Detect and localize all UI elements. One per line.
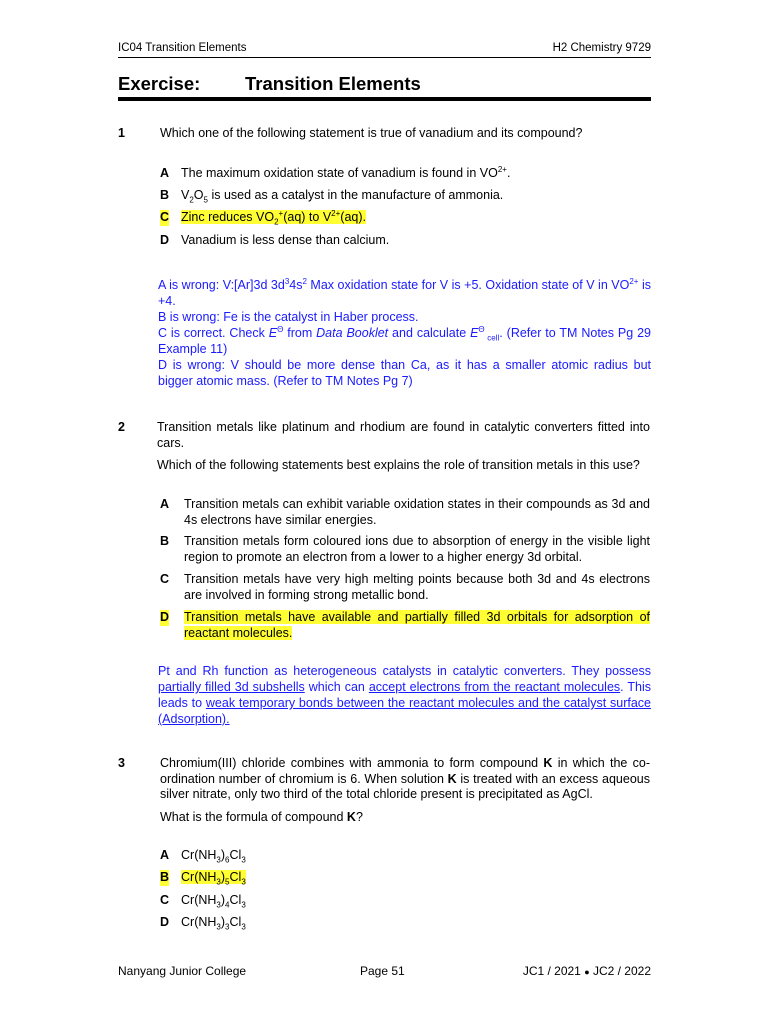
option-letter: D [160,610,170,624]
q1-answer-a: A is wrong: V:[Ar]3d $3d^34s^2$ Max oxidation state for V is +5. Oxidation state of V in $VO^{2+}$ is +4. [158,276,651,308]
page-number: Page 51 [360,964,405,978]
option-letter: C [160,572,170,586]
option-text: Transition metals have available and partially filled 3d orbitals for adsorption of reactant molecules. [184,610,650,640]
option-letter: B [160,870,170,884]
option-letter: A [160,848,170,862]
footer-school: Nanyang Junior College [118,964,247,978]
q1-question: Which one of the following statement is true of vanadium and its compound? [160,126,583,140]
q3-question: What is the formula of compound K? [160,810,363,824]
option-letter: D [160,915,170,929]
option-letter: B [160,534,170,548]
option-formula: $Cr(NH_3)_4Cl_3$ [181,893,246,910]
option-formula: $Cr(NH_3)_5Cl_3$ [181,870,246,887]
header-left: IC04 Transition Elements [118,42,247,54]
q1-answer-d: D is wrong: V should be more dense than Ca, as it has a smaller atomic radius but bigger atomic mass. (Refer to TM Notes Pg 7) [158,358,651,388]
option-letter: C [160,893,170,907]
header-right: H2 Chemistry 9729 [552,42,651,54]
footer-year: JC1 / 2021 ● JC2 / 2022 [522,964,651,978]
option-text: Vanadium is less dense than calcium. [181,233,390,247]
q3-stem: Chromium(III) chloride combines with ammonia to form compound K in which the co-ordination number of chromium is 6. When solution K is treated with an excess aqueous silver nitrate, only two third of the total chloride present is precipitated as AgCl. [160,756,650,801]
title-rule [118,97,651,101]
q2-question: Which of the following statements best explains the role of transition metals in this use? [157,458,640,472]
page-title [118,73,421,95]
option-text: Transition metals can exhibit variable oxidation states in their compounds as 3d and 4s electrons have similar energies. [184,497,650,527]
option-letter: C [160,210,170,224]
q1-answer-b: B is wrong: Fe is the catalyst in Haber process. [158,310,419,324]
option-text: $V_2O_5$ is used as a catalyst in the manufacture of ammonia. [181,188,504,205]
q1-answer-c: C is correct. Check $E^\Theta$ from Data Booklet and calculate $E^\Theta$ $_{cell}$. (Refer to TM Notes Pg 29 Example 11) [158,324,651,356]
header-divider [118,57,651,58]
option-text: Transition metals have very high melting points because both 3d and 4s electrons are involved in forming strong metallic bond. [184,572,650,602]
option-formula: $Cr(NH_3)_6Cl_3$ [181,848,246,865]
option-formula: $Cr(NH_3)_3Cl_3$ [181,915,246,932]
option-text: Transition metals form coloured ions due to absorption of energy in the visible light region to promote an electron from a lower to a higher energy 3d orbital. [184,534,650,564]
option-letter: B [160,188,170,202]
bullet-icon: ● [584,967,590,977]
q2-number: 2 [118,420,125,434]
q3-number: 3 [118,756,125,770]
q2-stem: Transition metals like platinum and rhodium are found in catalytic converters fitted into cars. [157,420,650,450]
title-text: Transition Elements [245,73,421,94]
option-letter: D [160,233,170,247]
option-letter: A [160,166,170,180]
option-letter: A [160,497,170,511]
option-text: The maximum oxidation state of vanadium is found in $VO^{2+}$. [181,164,511,180]
q1-number: 1 [118,126,125,140]
title-label: Exercise: [118,73,201,94]
option-text: Zinc reduces $VO_2^+(aq)$ to $V^{2+}(aq)$. [181,208,366,227]
page-header [118,42,651,58]
q2-answer-explanation: Pt and Rh function as heterogeneous catalysts in catalytic converters. They possess partially filled 3d subshells which can accept electrons from the reactant molecules. This leads to weak temporary bonds between the reactant molecules and the catalyst surface (Adsorption). [158,664,652,726]
q1-answer-explanation [158,277,651,389]
